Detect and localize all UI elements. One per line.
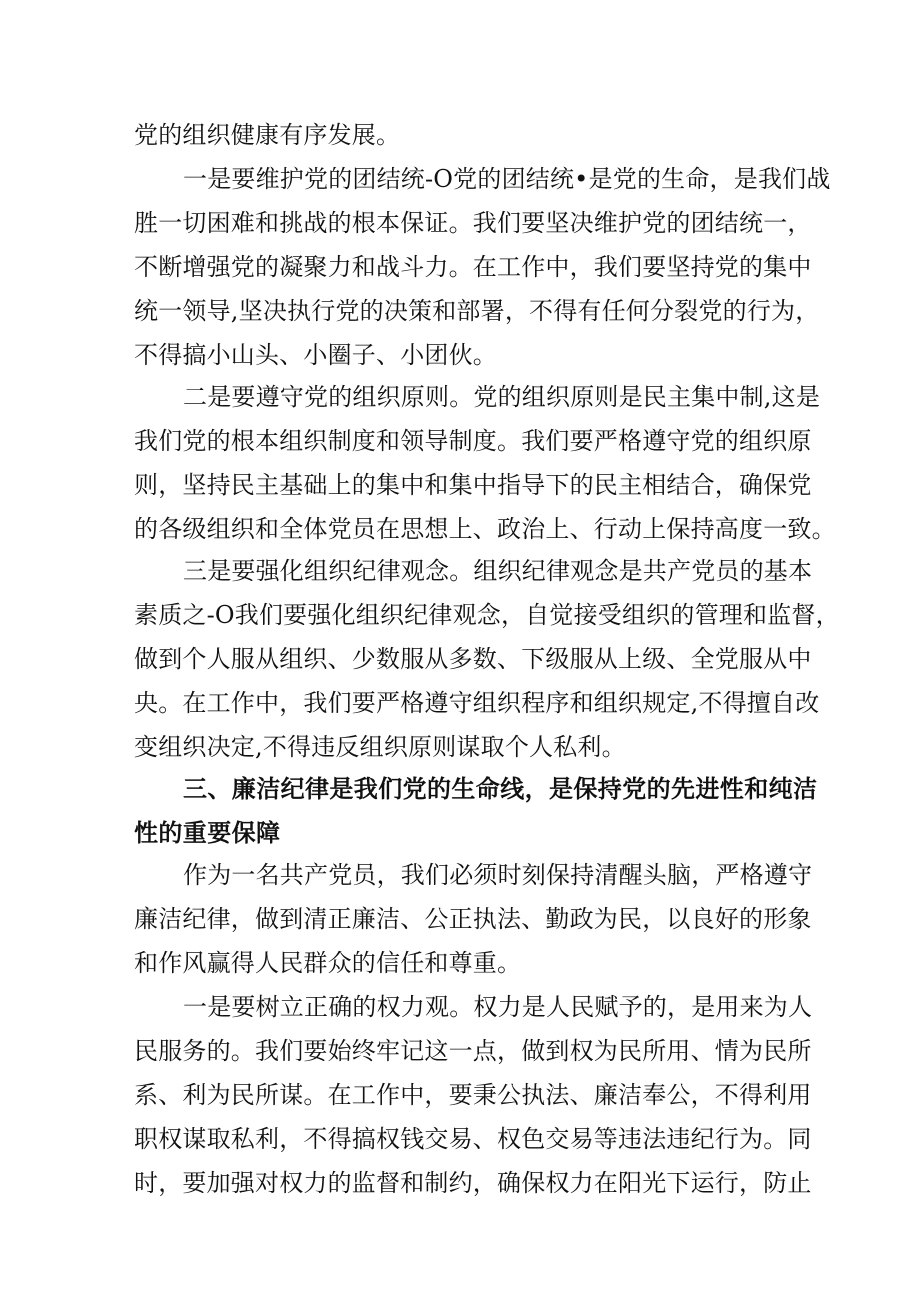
paragraph-line: 我们党的根本组织制度和领导制度。我们要严格遵守党的组织原	[134, 427, 812, 455]
section-heading: 性的重要保障	[134, 819, 281, 847]
paragraph-line: 不断增强党的凝聚力和战斗力。在工作中，我们要坚持党的集中	[134, 253, 812, 281]
paragraph-line: 民服务的。我们要始终牢记这一点，做到权为民所用、情为民所	[134, 1037, 812, 1065]
paragraph-line: 党的组织健康有序发展。	[134, 121, 401, 149]
section-heading: 三、廉洁纪律是我们党的生命线，是保持党的先进性和纯洁	[183, 775, 818, 803]
paragraph-line: 职权谋取私利，不得搞权钱交易、权色交易等违法违纪行为。同	[134, 1125, 812, 1153]
paragraph-line: 三是要强化组织纪律观念。组织纪律观念是共产党员的基本	[183, 557, 813, 585]
paragraph-line: 一是要维护党的团结统-O党的团结统•是党的生命，是我们战	[183, 165, 831, 193]
paragraph-line: 时，要加强对权力的监督和制约，确保权力在阳光下运行，防止	[134, 1169, 812, 1197]
paragraph-line: 二是要遵守党的组织原则。党的组织原则是民主集中制,这是	[183, 383, 821, 411]
paragraph-line: 作为一名共产党员，我们必须时刻保持清醒头脑，严格遵守	[183, 861, 813, 889]
paragraph-line: 和作风赢得人民群众的信任和尊重。	[134, 949, 522, 977]
paragraph-line: 不得搞小山头、小圈子、小团伙。	[134, 341, 497, 369]
paragraph-line: 一是要树立正确的权力观。权力是人民赋予的，是用来为人	[183, 993, 813, 1021]
paragraph-line: 素质之-O我们要强化组织纪律观念，自觉接受组织的管理和监督，	[134, 601, 840, 629]
paragraph-line: 胜一切困难和挑战的根本保证。我们要坚决维护党的团结统一，	[134, 209, 812, 237]
paragraph-line: 则，坚持民主基础上的集中和集中指导下的民主相结合，确保党	[134, 471, 812, 499]
paragraph-line: 做到个人服从组织、少数服从多数、下级服从上级、全党服从中	[134, 645, 812, 673]
paragraph-line: 变组织决定,不得违反组织原则谋取个人私利。	[134, 733, 626, 761]
paragraph-line: 系、利为民所谋。在工作中，要秉公执法、廉洁奉公，不得利用	[134, 1081, 812, 1109]
paragraph-line: 的各级组织和全体党员在思想上、政治上、行动上保持高度一致。	[134, 515, 836, 543]
paragraph-line: 廉洁纪律，做到清正廉洁、公正执法、勤政为民，以良好的形象	[134, 905, 812, 933]
paragraph-line: 统一领导,坚决执行党的决策和部署，不得有任何分裂党的行为，	[134, 297, 820, 325]
paragraph-line: 央。在工作中，我们要严格遵守组织程序和组织规定,不得擅自改	[134, 689, 820, 717]
